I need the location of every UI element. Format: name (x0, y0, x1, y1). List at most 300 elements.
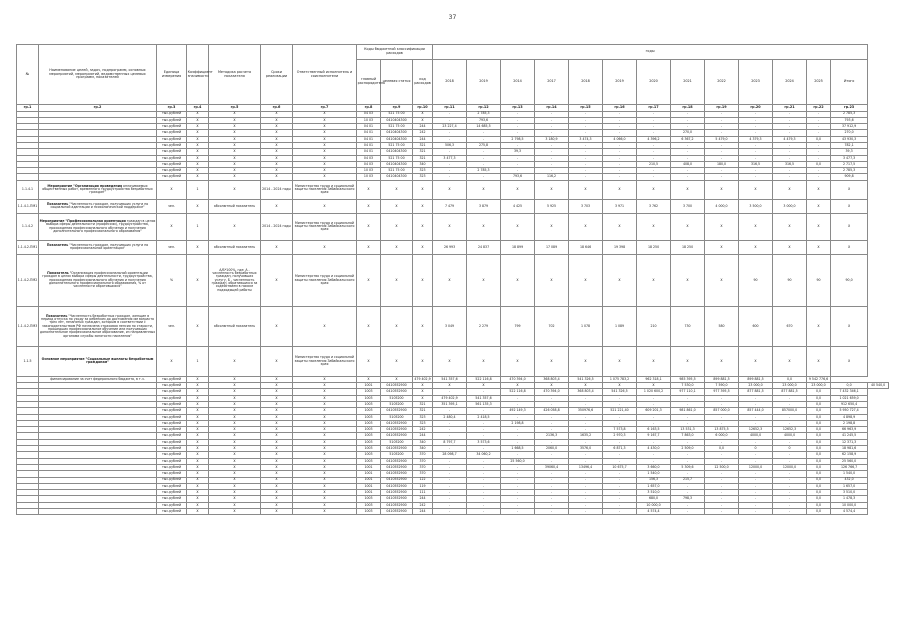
column-index: гр.17 (637, 105, 671, 112)
header-target-article: целевая статья (381, 60, 413, 105)
table-cell: - (433, 389, 467, 395)
table-cell: - (739, 174, 773, 180)
table-cell: - (603, 439, 637, 445)
table-cell: X (535, 346, 569, 376)
table-cell: 18 250 (671, 240, 705, 254)
table-cell: 12000,0 (773, 464, 807, 470)
table-cell: 0410552900 (381, 389, 413, 395)
column-index: гр.22 (807, 105, 831, 112)
table-cell: - (467, 130, 501, 136)
table-cell: X (209, 155, 261, 161)
table-cell: - (705, 142, 739, 148)
table-cell: тыс.рублей (157, 502, 187, 508)
table-cell: 798,3 (671, 496, 705, 502)
row-total: 7 432 346,1 (831, 389, 868, 395)
table-cell: 521 75 00 (381, 142, 413, 148)
table-cell: 18 250 (637, 240, 671, 254)
table-cell: - (603, 452, 637, 458)
table-cell: X (187, 149, 209, 155)
table-cell: 0410552900 (381, 383, 413, 389)
table-cell: - (603, 401, 637, 407)
table-cell: - (467, 471, 501, 477)
row-number: 1.1.4.2-ПМ3 (17, 306, 39, 346)
table-cell: - (705, 155, 739, 161)
table-cell: 321 (413, 142, 433, 148)
table-cell: X (807, 180, 831, 199)
table-cell: 609 201,3 (637, 408, 671, 414)
table-cell: X (187, 452, 209, 458)
table-cell: - (705, 130, 739, 136)
table-cell: X (261, 439, 293, 445)
table-cell: 470 394,0 (535, 389, 569, 395)
table-cell: - (739, 414, 773, 420)
table-cell: 1003 (357, 502, 381, 508)
table-cell: 0410552900 (381, 477, 413, 483)
row-total: 62 158,9 (831, 452, 868, 458)
table-cell: 1003 (357, 408, 381, 414)
table-cell: X (413, 306, 433, 346)
table-cell: 23 227,4 (433, 124, 467, 130)
table-cell: - (705, 168, 739, 174)
header-budget-codes: Коды бюджетной классификации расходов (357, 45, 433, 60)
table-cell: 3 510,0 (637, 490, 671, 496)
header-year: 2017 (535, 60, 569, 105)
table-cell: 899 881,5 (739, 376, 773, 382)
table-cell: - (501, 439, 535, 445)
table-cell: 244 (413, 433, 433, 439)
table-cell: X (261, 452, 293, 458)
table-cell: X (807, 213, 831, 240)
table-cell: 0,0 (807, 136, 831, 142)
table-cell: - (671, 155, 705, 161)
table-cell: 321 (413, 149, 433, 155)
table-cell: - (773, 490, 807, 496)
table-cell: 1001 (357, 383, 381, 389)
table-cell: - (569, 111, 603, 117)
table-cell: X (293, 509, 357, 515)
table-cell: 1001 (357, 490, 381, 496)
row-total: 126 766,7 (831, 464, 868, 470)
table-cell: 0 (739, 446, 773, 452)
row-total: 1 478,3 (831, 496, 868, 502)
table-cell: 962 318,1 (637, 376, 671, 382)
table-cell: X (187, 509, 209, 515)
row-name (39, 213, 157, 240)
table-cell: - (671, 471, 705, 477)
table-cell: - (433, 427, 467, 433)
table-cell: X (293, 408, 357, 414)
table-cell: 470 394,0 (501, 376, 535, 382)
table-cell: X (293, 174, 357, 180)
table-cell: тыс.рублей (157, 130, 187, 136)
table-cell: - (433, 433, 467, 439)
row-name: финансирование за счет федерального бюджета, в т.ч. (39, 376, 157, 382)
table-cell: - (739, 452, 773, 458)
table-cell: 39060,4 (535, 464, 569, 470)
table-cell: 0410552900 (381, 427, 413, 433)
table-cell: - (705, 414, 739, 420)
table-cell: X (261, 117, 293, 123)
table-cell: - (603, 414, 637, 420)
table-cell: 1003 (357, 446, 381, 452)
table-cell: 13 531,3 (671, 427, 705, 433)
table-cell: X (831, 346, 868, 376)
table-cell: - (773, 174, 807, 180)
table-cell: - (501, 414, 535, 420)
table-cell: - (807, 130, 831, 136)
table-cell: X (261, 376, 293, 382)
table-cell: X (569, 254, 603, 306)
table-cell: - (467, 155, 501, 161)
table-cell: 04 01 (357, 130, 381, 136)
table-cell: - (433, 136, 467, 142)
table-cell: 119 (413, 483, 433, 489)
table-cell: - (535, 149, 569, 155)
table-cell: 857 444,0 (739, 408, 773, 414)
program-table (16, 44, 889, 515)
table-cell: 5 925 (535, 199, 569, 213)
table-cell: - (501, 395, 535, 401)
table-cell: X (357, 199, 381, 213)
table-cell: - (569, 502, 603, 508)
table-cell: X (209, 117, 261, 123)
row-responsible: X (293, 306, 357, 346)
table-cell: 702 (535, 306, 569, 346)
table-cell: - (535, 142, 569, 148)
table-cell: 0410552900 (381, 464, 413, 470)
row-method: абсолютный показатель (209, 199, 261, 213)
table-cell: - (773, 502, 807, 508)
table-cell: - (705, 117, 739, 123)
column-index: гр.9 (381, 105, 413, 112)
table-cell: X (501, 213, 535, 240)
table-cell: X (187, 433, 209, 439)
table-cell: X (261, 408, 293, 414)
table-cell: 0410404300 (381, 130, 413, 136)
table-cell: - (637, 439, 671, 445)
table-cell: - (637, 130, 671, 136)
table-cell: X (413, 213, 433, 240)
table-cell: 0,0 (807, 496, 831, 502)
table-cell: X (413, 383, 433, 389)
row-total: 5 950 727,4 (831, 408, 868, 414)
table-cell: - (637, 149, 671, 155)
row-total: 909,8 (831, 174, 868, 180)
table-cell: X (209, 383, 261, 389)
table-cell: тыс.рублей (157, 142, 187, 148)
table-cell: X (293, 477, 357, 483)
table-cell: - (569, 124, 603, 130)
table-cell: 3 573,6 (467, 439, 501, 445)
table-cell: X (433, 180, 467, 199)
table-cell: 2 785,3 (467, 168, 501, 174)
row-method: абсолютный показатель (209, 240, 261, 254)
table-cell: X (187, 174, 209, 180)
table-cell: - (773, 471, 807, 477)
table-cell: 39,3 (501, 149, 535, 155)
table-cell: тыс.рублей (157, 483, 187, 489)
table-cell: X (535, 180, 569, 199)
table-cell: - (433, 161, 467, 167)
table-cell: 25 560,0 (501, 458, 535, 464)
table-cell: - (535, 496, 569, 502)
table-cell: 506,3 (433, 142, 467, 148)
table-cell: - (535, 483, 569, 489)
table-cell: X (739, 346, 773, 376)
table-cell: 0,0 (807, 446, 831, 452)
table-cell: 18 899 (501, 240, 535, 254)
table-cell: - (671, 124, 705, 130)
table-cell: 321 (413, 408, 433, 414)
table-cell: - (705, 490, 739, 496)
table-cell: тыс.рублей (157, 389, 187, 395)
table-cell: X (433, 213, 467, 240)
table-cell: - (501, 124, 535, 130)
table-cell: X (501, 254, 535, 306)
column-index: гр.13 (501, 105, 535, 112)
row-total: 4 574,4 (831, 509, 868, 515)
header-coefficient: Коэффициент значимости (187, 45, 209, 105)
table-cell: - (501, 155, 535, 161)
table-cell: - (501, 161, 535, 167)
table-cell: тыс.рублей (157, 383, 187, 389)
table-cell: X (261, 458, 293, 464)
table-cell: тыс.рублей (157, 452, 187, 458)
table-cell: 23 000,0 (773, 383, 807, 389)
table-cell: - (467, 490, 501, 496)
table-cell: 0410552900 (381, 408, 413, 414)
table-cell: 3 879 (467, 199, 501, 213)
table-cell: тыс.рублей (157, 496, 187, 502)
row-number: 1.1.4.2 (17, 213, 39, 240)
table-cell: 0,0 (831, 383, 868, 389)
row-total: 3 510,0 (831, 490, 868, 496)
table-cell: 111 (413, 490, 433, 496)
table-cell: X (209, 401, 261, 407)
table-cell: - (773, 414, 807, 420)
table-cell: - (467, 161, 501, 167)
table-cell: X (293, 383, 357, 389)
table-cell: X (187, 414, 209, 420)
row-name (39, 254, 157, 306)
table-cell: 26 993 (433, 240, 467, 254)
table-cell: - (535, 117, 569, 123)
header-year: 2018 (433, 60, 467, 105)
table-cell: - (807, 142, 831, 148)
table-cell: 210,5 (637, 161, 671, 167)
header-unit: Единица измерения (157, 45, 187, 105)
table-cell: - (535, 130, 569, 136)
table-cell: X (293, 117, 357, 123)
table-cell: 13496,4 (569, 464, 603, 470)
table-cell: X (569, 213, 603, 240)
table-cell: 5105200 (381, 439, 413, 445)
table-cell: X (187, 502, 209, 508)
table-cell: 323 (413, 168, 433, 174)
column-index: гр.3 (157, 105, 187, 112)
table-cell: X (261, 433, 293, 439)
table-cell: X (261, 149, 293, 155)
row-responsible: Министерство труда и социальной защиты населения Забайкальского края (293, 254, 357, 306)
table-cell: 541 326,5 (569, 376, 603, 382)
table-cell: 492 149,3 (501, 408, 535, 414)
table-cell: X (209, 458, 261, 464)
table-cell: X (831, 199, 868, 213)
table-cell: X (413, 240, 433, 254)
table-cell: - (637, 452, 671, 458)
table-cell: X (187, 395, 209, 401)
table-cell: - (467, 483, 501, 489)
table-cell: - (535, 452, 569, 458)
table-cell: - (739, 490, 773, 496)
table-cell: 0410552900 (381, 496, 413, 502)
row-method: А/Б*100%, где: А - численность безработных граждан, получивших услугу, Б - численность граждан, обратившихся за содействием в поиске подходящей работы (209, 254, 261, 306)
table-cell: - (433, 490, 467, 496)
table-cell: 0,0 (807, 395, 831, 401)
table-cell: тыс.рублей (157, 464, 187, 470)
table-cell: 340 (413, 439, 433, 445)
table-cell: - (433, 502, 467, 508)
table-cell: X (569, 383, 603, 389)
table-cell: 4000,0 (773, 433, 807, 439)
table-cell: - (807, 168, 831, 174)
table-cell: 2 480,4 (433, 414, 467, 420)
row-name (39, 199, 157, 213)
row-coefficient: X (187, 254, 209, 306)
table-cell: тыс.рублей (157, 433, 187, 439)
table-cell: X (413, 346, 433, 376)
table-cell: 0,0 (807, 502, 831, 508)
table-cell: 3 660,0 (637, 464, 671, 470)
table-cell: 270,0 (671, 130, 705, 136)
table-cell: 215,7 (671, 477, 705, 483)
table-cell: - (705, 458, 739, 464)
table-cell: X (293, 130, 357, 136)
table-cell: - (671, 142, 705, 148)
column-index: гр.5 (209, 105, 261, 112)
table-cell: тыс.рублей (157, 124, 187, 130)
table-cell: - (705, 483, 739, 489)
row-total: 2 198,8 (831, 420, 868, 426)
table-cell: X (261, 496, 293, 502)
table-cell: 3 762 (637, 199, 671, 213)
table-cell: 6 000,0 (705, 433, 739, 439)
row-name-rest: граждан в целях выбора сферы деятельности (профессии), трудоустройства, прохождения профессионального обучения и получения дополнительного профессионального образования" (46, 219, 156, 234)
table-cell: - (467, 496, 501, 502)
table-cell: 244 (413, 496, 433, 502)
table-cell: 122 (413, 477, 433, 483)
column-index: гр.19 (705, 105, 739, 112)
table-cell: X (209, 142, 261, 148)
table-cell: 323 (413, 420, 433, 426)
table-cell: X (187, 439, 209, 445)
table-cell: X (501, 180, 535, 199)
row-unit: чел. (157, 306, 187, 346)
row-name-lead: Основное мероприятие "Социальные выплаты безработным гражданам" (41, 356, 154, 365)
table-cell: 877 881,5 (739, 389, 773, 395)
table-cell: X (209, 136, 261, 142)
table-cell: X (603, 383, 637, 389)
table-cell: - (603, 420, 637, 426)
table-cell: X (413, 389, 433, 395)
row-number: 1.1.5 (17, 346, 39, 376)
row-total: 12 371,3 (831, 439, 868, 445)
row-total: 2 785,3 (831, 111, 868, 117)
row-total: 10 000,0 (831, 502, 868, 508)
table-cell: - (739, 471, 773, 477)
header-year: 2023 (739, 60, 773, 105)
header-year: 2022 (705, 60, 739, 105)
table-cell: X (413, 395, 433, 401)
table-cell: X (293, 414, 357, 420)
column-index: гр.15 (569, 105, 603, 112)
header-expense-code: код расходов (413, 60, 433, 105)
table-cell: 370 (413, 471, 433, 477)
row-coefficient: 1 (187, 213, 209, 240)
table-cell: - (603, 496, 637, 502)
table-cell: 0,0 (807, 414, 831, 420)
table-cell: - (773, 168, 807, 174)
table-cell: X (187, 464, 209, 470)
table-cell: 0,0 (807, 471, 831, 477)
table-cell: X (209, 414, 261, 420)
table-cell: X (773, 240, 807, 254)
table-cell: - (467, 433, 501, 439)
table-cell: 17 089 (535, 240, 569, 254)
table-row (17, 254, 889, 306)
table-cell: X (705, 180, 739, 199)
table-cell: X (187, 142, 209, 148)
table-cell: - (569, 174, 603, 180)
table-cell: X (209, 174, 261, 180)
table-cell: X (187, 496, 209, 502)
table-cell: X (261, 130, 293, 136)
table-cell: 04 03 (357, 161, 381, 167)
table-cell: 0,0 (807, 433, 831, 439)
table-cell: 0410404300 (381, 117, 413, 123)
table-cell: - (637, 142, 671, 148)
row-responsible: Министерство труда и социальной защиты населения Забайкальского края (293, 213, 357, 240)
table-cell: 2 509,0 (671, 446, 705, 452)
table-cell: - (569, 439, 603, 445)
column-index: гр.11 (433, 105, 467, 112)
table-cell: - (739, 496, 773, 502)
table-cell: X (413, 199, 433, 213)
table-cell: 1001 (357, 464, 381, 470)
header-years: годы (433, 45, 868, 60)
table-cell: тыс.рублей (157, 446, 187, 452)
table-row (17, 346, 889, 376)
table-cell: X (293, 483, 357, 489)
table-cell: 116,2 (535, 174, 569, 180)
table-cell: X (535, 254, 569, 306)
row-method: X (209, 180, 261, 199)
table-cell: - (501, 477, 535, 483)
table-cell: - (535, 414, 569, 420)
table-cell: 1003 (357, 389, 381, 395)
table-cell: тыс.рублей (157, 149, 187, 155)
table-cell: - (603, 471, 637, 477)
table-cell: X (671, 213, 705, 240)
table-cell: X (293, 496, 357, 502)
table-cell: 3 477,3 (433, 155, 467, 161)
row-unit: X (157, 346, 187, 376)
table-cell: - (603, 395, 637, 401)
table-cell: - (467, 464, 501, 470)
table-cell: - (739, 420, 773, 426)
table-cell: - (739, 458, 773, 464)
table-cell: 14 685,5 (467, 124, 501, 130)
